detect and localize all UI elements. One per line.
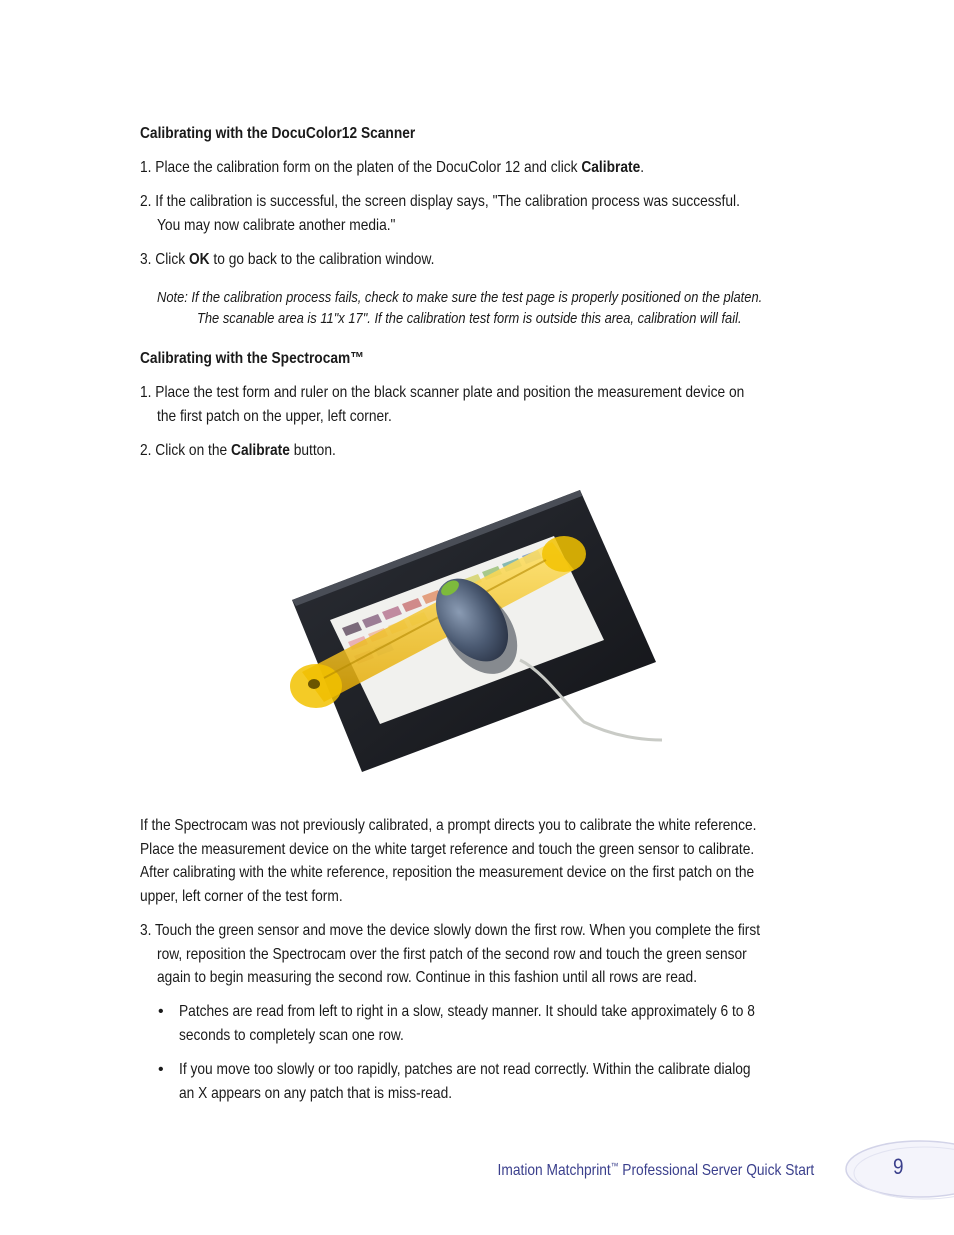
heading-docucolor: Calibrating with the DocuColor12 Scanner: [140, 125, 416, 142]
docucolor-step-2-line-2: You may now calibrate another media.": [157, 217, 396, 234]
spectrocam-step-3-line-3: again to begin measuring the second row. Continue in this fashion until all rows are read.: [157, 969, 698, 986]
spectrocam-step-1-line-2: the first patch on the upper, left corner.: [157, 408, 392, 425]
white-ref-line-4: upper, left corner of the test form.: [140, 888, 343, 905]
spectrocam-step-3-line-1: 3. Touch the green sensor and move the device slowly down the first row. When you complete the first: [140, 922, 761, 939]
note-line-2: The scanable area is 11"x 17". If the calibration test form is outside this area, calibration will fail.: [197, 310, 742, 327]
docucolor-step-1: 1. Place the calibration form on the platen of the DocuColor 12 and click Calibrate.: [140, 159, 645, 176]
page-number: 9: [893, 1154, 904, 1179]
spectrocam-step-2: 2. Click on the Calibrate button.: [140, 442, 336, 459]
docucolor-step-2-line-1: 2. If the calibration is successful, the screen display says, "The calibration process was successful.: [140, 193, 740, 210]
spectrocam-step-1-line-1: 1. Place the test form and ruler on the black scanner plate and position the measurement device on: [140, 384, 745, 401]
note-line-1: Note: If the calibration process fails, check to make sure the test page is properly positioned on the platen.: [157, 289, 763, 306]
bullet-1-line-2: seconds to completely scan one row.: [179, 1027, 404, 1044]
bullet-1-line-1: Patches are read from left to right in a slow, steady manner. It should take approximately 6 to 8: [179, 1003, 755, 1020]
bullet-2-line-2: an X appears on any patch that is miss-read.: [179, 1085, 453, 1102]
white-ref-line-1: If the Spectrocam was not previously calibrated, a prompt directs you to calibrate the white reference.: [140, 817, 757, 834]
bullet-icon: •: [158, 1003, 164, 1020]
docucolor-step-3: 3. Click OK to go back to the calibration window.: [140, 251, 435, 268]
white-ref-line-2: Place the measurement device on the white target reference and touch the green sensor to calibrate.: [140, 841, 755, 858]
spectrocam-photo: [284, 472, 664, 774]
heading-spectrocam: Calibrating with the Spectrocam™: [140, 350, 365, 367]
bullet-icon: •: [158, 1061, 164, 1078]
footer-title: Imation Matchprint™ Professional Server Quick Start: [497, 1161, 814, 1179]
bullet-2-line-1: If you move too slowly or too rapidly, patches are not read correctly. Within the calibrate dialog: [179, 1061, 751, 1078]
white-ref-line-3: After calibrating with the white reference, reposition the measurement device on the first patch on the: [140, 864, 755, 881]
spectrocam-step-3-line-2: row, reposition the Spectrocam over the first patch of the second row and touch the green sensor: [157, 946, 747, 963]
